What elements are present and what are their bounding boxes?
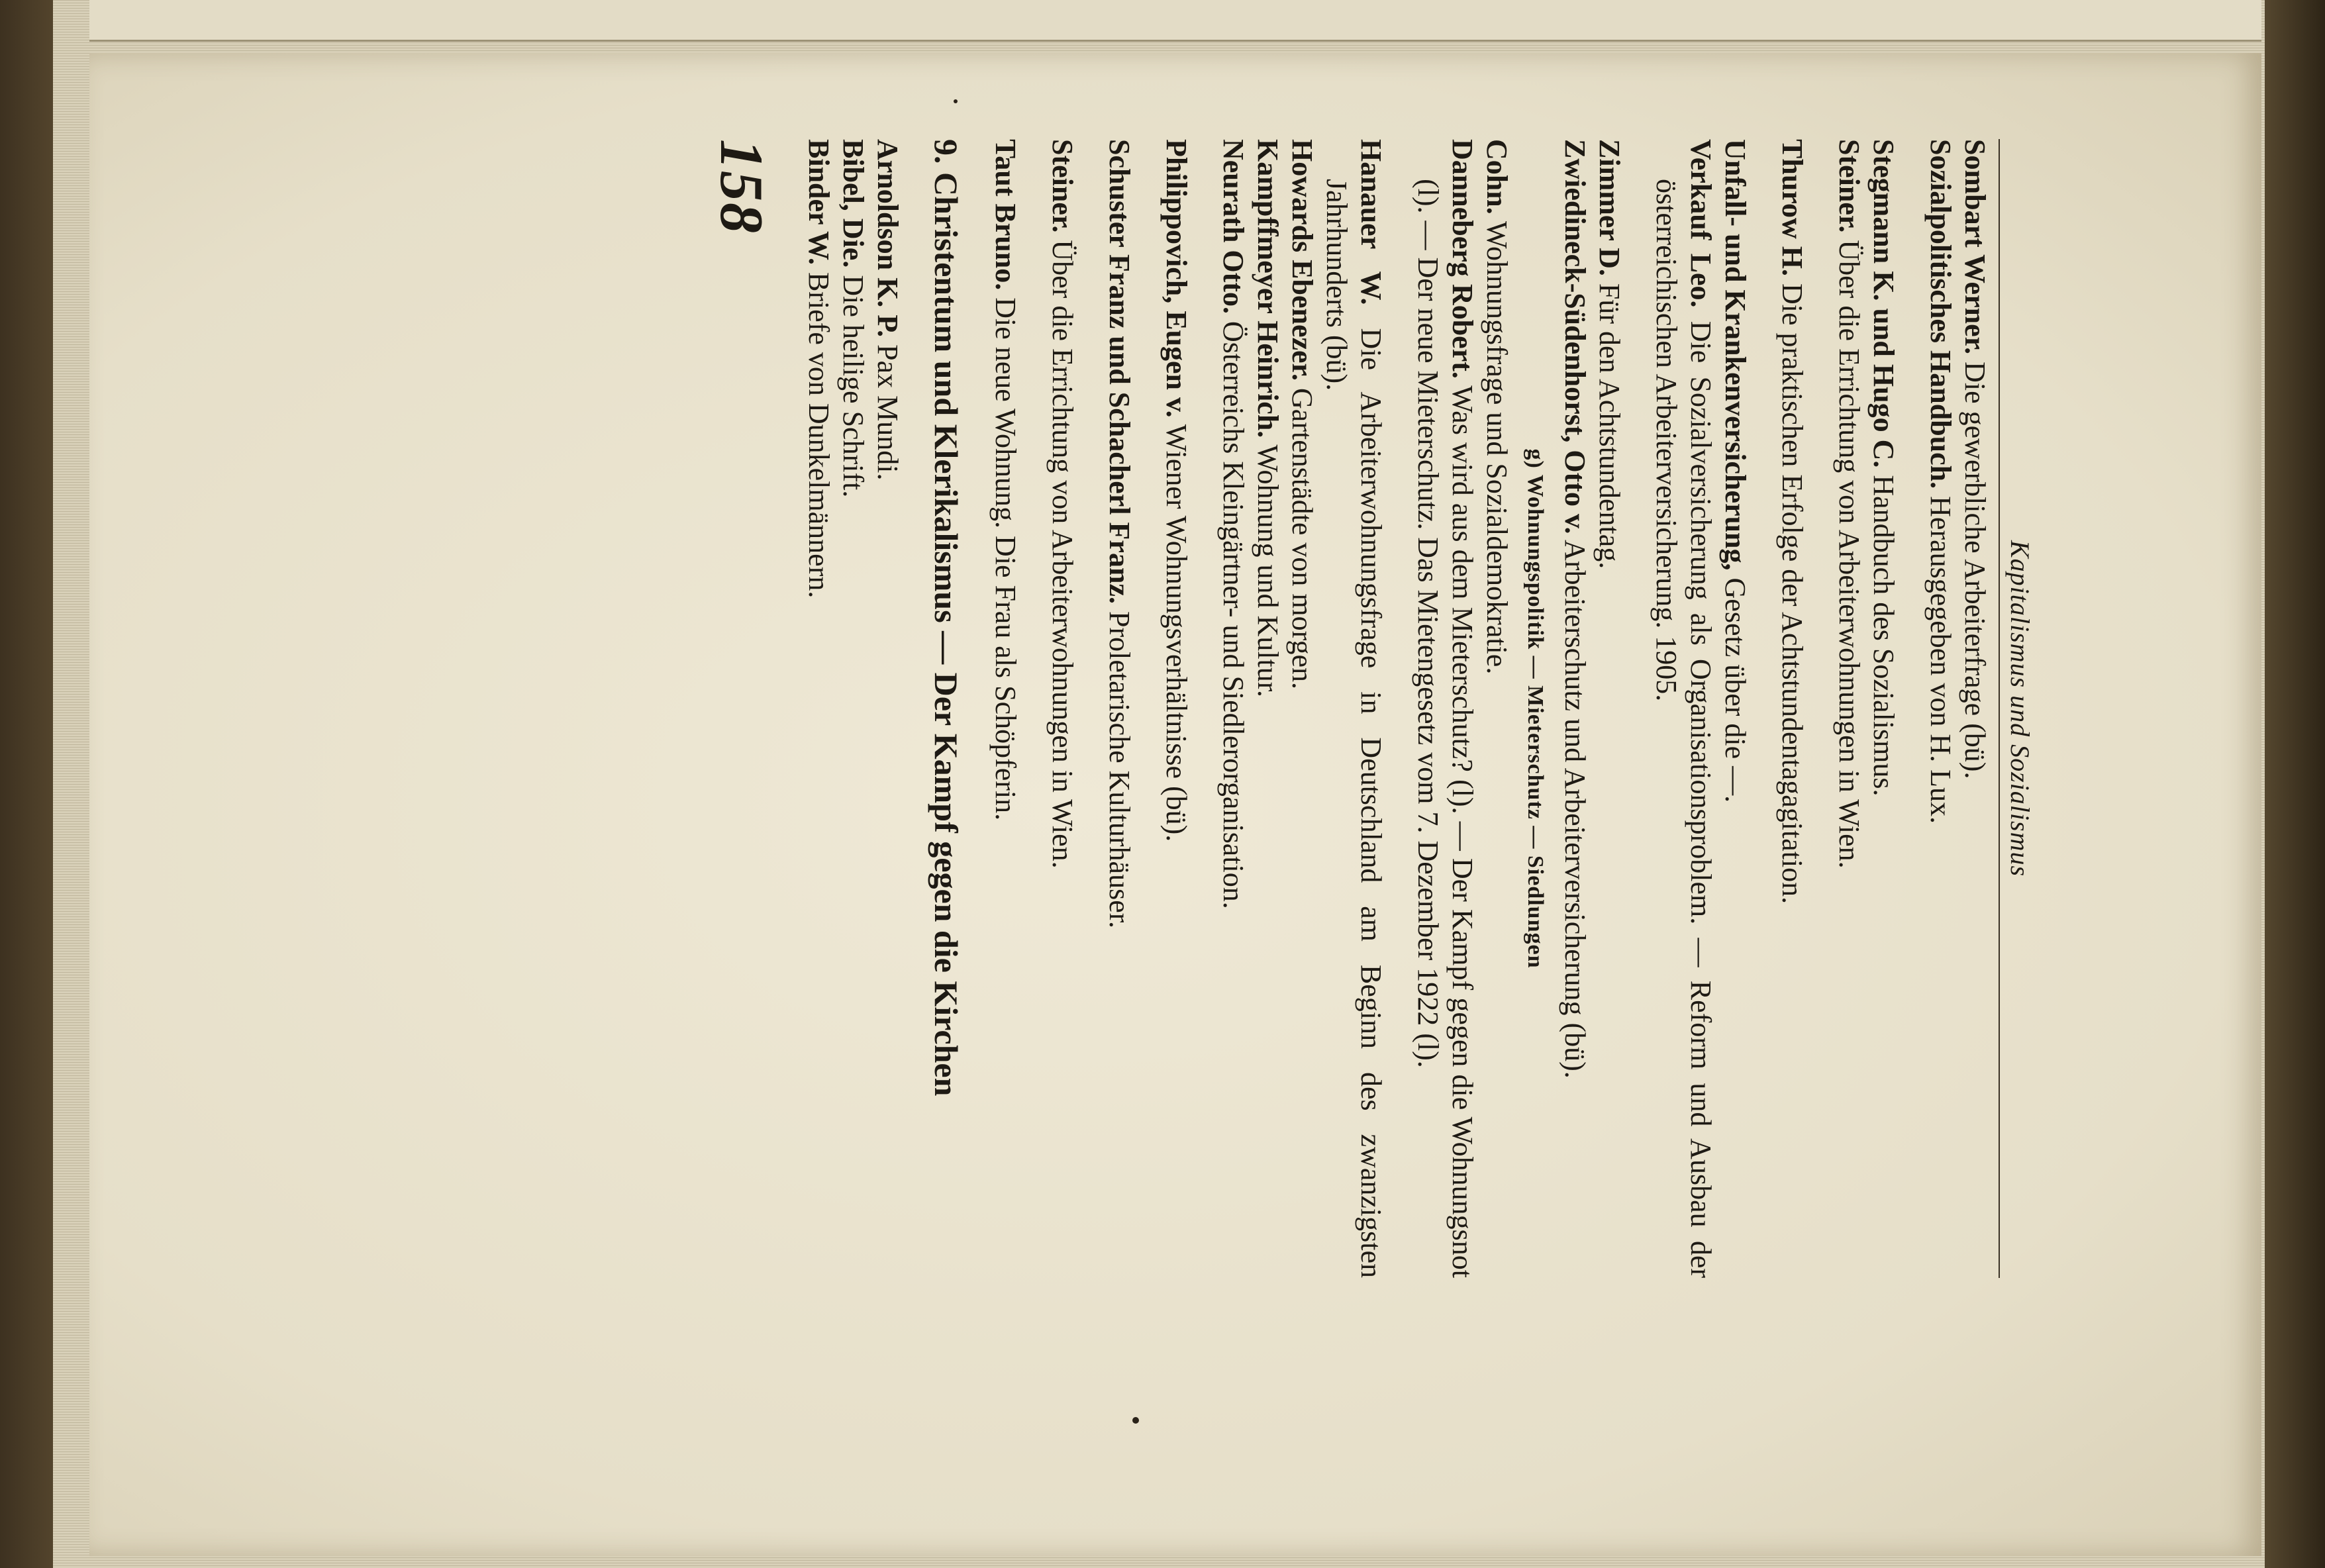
entry-title: Österreichs Kleingärtner- und Siedlerorganisation. [1217,320,1250,909]
page-number: 158 [708,139,775,234]
entry-title: Die gewerbliche Arbeiterfrage (bü). [1959,362,1991,779]
entry-author: Philippovich, Eugen v. [1160,139,1193,418]
bibliography-entry [1250,139,1285,1278]
entry-title: Über die Errichtung von Arbeiterwohnungen in Wien. [1833,240,1865,869]
entry-author: Verkauf Leo. [1685,139,1717,308]
entry-author: Kampffmeyer Heinrich. [1252,139,1284,438]
bibliography-entry [1592,139,1626,1278]
bibliography-entry [1832,139,1866,1278]
entry-gap [1752,139,1775,1278]
entry-title: Die neue Wohnung. Die Frau als Schöpferin. [989,297,1022,821]
entry-author: Binder W. [803,139,835,265]
bibliography-entry [1558,139,1592,1278]
entry-title: Die Arbeiterwohnungsfrage in Deutschland am Beginn des zwanzigsten Jahrhunderts (bü). [1320,179,1387,1278]
entry-author: Danneberg Robert. [1446,139,1479,379]
entry-title: Die heilige Schrift. [837,275,869,498]
bibliography-entry [1045,139,1079,1278]
bibliography-list [1558,139,1992,1278]
entry-title: Handbuch des Sozialismus. [1867,475,1900,797]
entry-author: Bibel, Die. [837,139,869,268]
entry-gap [1809,139,1832,1278]
bibliography-entry [1957,139,1992,1278]
entry-gap [1901,139,1923,1278]
entry-author: Zimmer D. [1593,139,1626,276]
bibliography-entry [1479,139,1514,1278]
bibliography-entry [801,139,836,1278]
entry-title: Herausgegeben von H. Lux. [1924,496,1957,824]
entry-author: Sombart Werner. [1959,139,1991,355]
spacer [965,139,988,1278]
entry-title: Für den Achtstundentag. [1593,283,1626,569]
bibliography-entry [1216,139,1250,1278]
bibliography-entry [1319,139,1388,1278]
entry-title: Gesetz über die —. [1719,577,1752,803]
entry-title: Wohnungsfrage und Sozialdemokratie. [1481,220,1513,675]
entry-author: Steiner. [1833,139,1865,233]
bibliography-entry [1159,139,1193,1278]
entry-gap [1626,139,1649,1278]
bibliography-entry [1102,139,1136,1278]
entry-author: Stegmann K. und Hugo C. [1867,139,1900,468]
entry-gap [1079,139,1102,1278]
entry-author: Unfall- und Krankenversicherung, [1719,139,1752,571]
entry-gap [1136,139,1159,1278]
entry-title: Briefe von Dunkelmännern. [803,271,835,599]
ink-spot [954,99,958,103]
entry-title: Proletarische Kulturhäuser. [1103,611,1136,928]
entry-author: Neurath Otto. [1217,139,1250,314]
entry-author: Hanauer W. [1355,139,1387,305]
entry-author: Schuster Franz und Schacherl Franz. [1103,139,1136,604]
entry-author: Zwiedineck-Südenhorst, Otto v. [1559,139,1591,534]
entry-author: Sozialpolitisches Handbuch. [1924,139,1957,489]
page-content [344,139,2040,1278]
entry-gap [1022,139,1045,1278]
bibliography-entry [1410,139,1479,1278]
entry-author: Howards Ebenezer. [1286,139,1318,381]
bibliography-entry [836,139,870,1278]
entry-author: Thurow H. [1776,139,1808,277]
entry-title: Pax Mundi. [871,344,904,481]
bibliography-entry [1866,139,1901,1278]
ink-spot [1132,1417,1139,1424]
entry-title: Wiener Wohnungsverhältnisse (bü). [1160,424,1193,842]
bibliography-entry [1649,139,1718,1278]
entry-title: Die Sozialversicherung als Organisationsproblem. — Reform und Ausbau der österreichischen Arbeiterversicherung. 1905. [1650,179,1717,1279]
entry-title: Was wird aus dem Mieterschutz? (l). — Der Kampf gegen die Wohnungsnot (l). — Der neue Mieterschutz. Das Mietengesetz vom 7. Dezember 1922 (l). [1412,179,1479,1279]
entry-author: Arnoldson K. P. [871,139,904,338]
spacer [905,139,927,1278]
subsection-heading: g) Wohnungspolitik — Mieterschutz — Siedlungen [1523,448,1548,969]
facing-page-edge [89,0,2261,42]
bibliography-entry [1285,139,1319,1278]
entry-title: Die praktischen Erfolge der Achtstundentagagitation. [1776,283,1808,905]
entry-author: Taut Bruno. [989,139,1022,291]
bibliography-entry [1775,139,1809,1278]
section-heading: 9. Christentum und Klerikalismus — Der Kampf gegen die Kirchen [928,139,965,1097]
bibliography-entry [1923,139,1957,1278]
entry-title: Arbeiterschutz und Arbeiterversicherung (bü). [1559,540,1591,1079]
entry-author: Cohn. [1481,139,1513,215]
bibliography-entry [988,139,1022,1278]
bibliography-list [801,139,905,1278]
running-head: Kapitalismus und Sozialismus [1999,139,2040,1278]
entry-title: Wohnung und Kultur. [1252,444,1284,697]
bibliography-entry [870,139,905,1278]
entry-title: Über die Errichtung von Arbeiterwohnungen in Wien. [1046,240,1079,869]
bibliography-entry [1718,139,1752,1278]
bibliography-list [988,139,1514,1278]
entry-title: Gartenstädte von morgen. [1286,388,1318,689]
entry-gap [1388,139,1410,1278]
entry-gap [1193,139,1216,1278]
entry-author: Steiner. [1046,139,1079,233]
